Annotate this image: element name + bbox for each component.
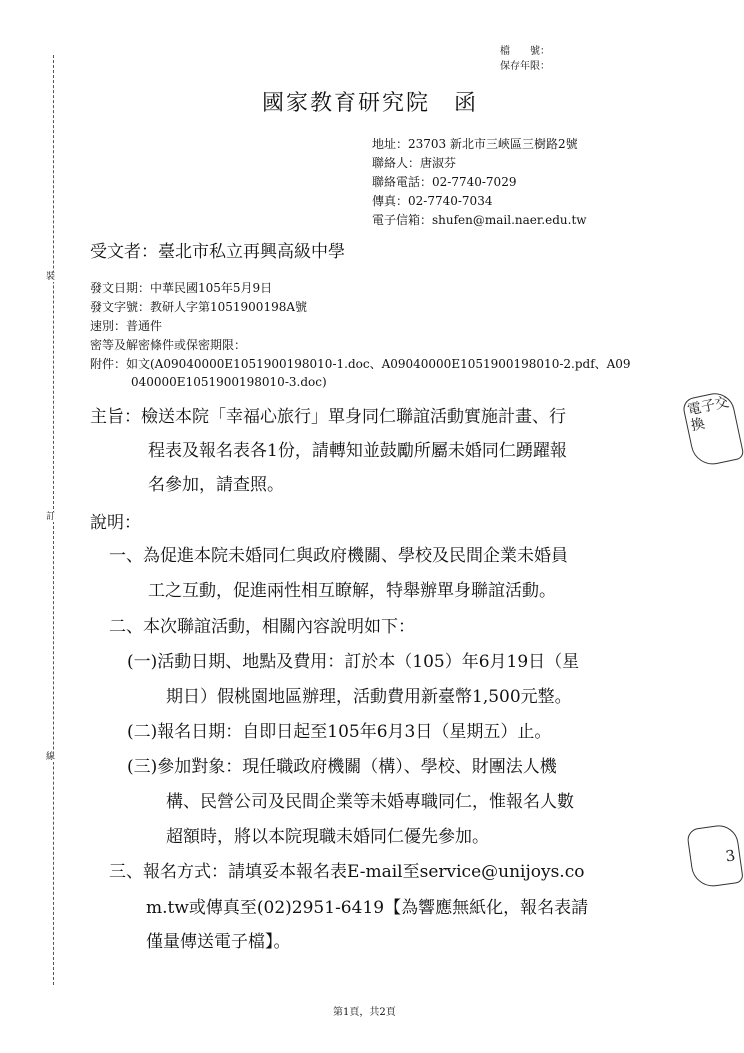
item-1-line-1: 一、為促進本院未婚同仁與政府機關、學校及民間企業未婚員 [109, 546, 568, 566]
binding-mark-zhuang: 裝 [46, 272, 56, 282]
file-number-label: 檔 號： [500, 46, 550, 57]
recipient: 受文者：臺北市私立再興高級中學 [90, 242, 345, 262]
page-count-stamp: 3 [686, 823, 744, 889]
item-3-line-3: 僅量傳送電子檔】。 [146, 932, 291, 952]
explanation-label: 說明： [90, 513, 141, 533]
sender-contact: 聯絡人：唐淑芬 [372, 156, 457, 170]
speed-class: 速別：普通件 [90, 319, 163, 333]
issue-date: 發文日期：中華民國105年5月9日 [90, 281, 273, 295]
subject-line-2: 程表及報名表各1份，請轉知並鼓勵所屬未婚同仁踴躍報 [148, 441, 567, 461]
page-footer: 第1頁，共2頁 [333, 1007, 396, 1018]
item-2-1-line-2: 期日）假桃園地區辦理，活動費用新臺幣1,500元整。 [166, 687, 572, 707]
item-2-3-line-1: (三)參加對象：現任職政府機關（構）、學校、財團法人機 [127, 757, 557, 777]
sender-address: 地址：23703 新北市三峽區三樹路2號 [372, 137, 578, 151]
attachments-line-1: 附件：如文(A09040000E1051900198010-1.doc、A09040000E1051900198010-2.pdf、A09 [90, 357, 631, 371]
retention-period-label: 保存年限： [500, 61, 550, 72]
subject-line-3: 名參加，請查照。 [148, 475, 284, 495]
item-3-line-1: 三、報名方式：請填妥本報名表E-mail至service@unijoys.co [109, 862, 585, 882]
item-2-1-line-1: (一)活動日期、地點及費用：訂於本（105）年6月19日（星 [127, 652, 580, 672]
item-2-3-line-2: 構、民營公司及民間企業等未婚專職同仁，惟報名人數 [166, 792, 574, 812]
electronic-exchange-stamp: 電子交換 [681, 390, 744, 469]
item-2-line-1: 二、本次聯誼活動，相關內容說明如下： [109, 617, 415, 637]
item-2-2-line-1: (二)報名日期：自即日起至105年6月3日（星期五）止。 [127, 722, 552, 742]
attachments-line-2: 040000E1051900198010-3.doc) [131, 375, 327, 389]
document-title: 國家教育研究院 函 [262, 91, 479, 116]
sender-fax: 傳真：02-7740-7034 [372, 194, 493, 208]
item-1-line-2: 工之互動，促進兩性相互瞭解，特舉辦單身聯誼活動。 [148, 581, 556, 601]
item-2-3-line-3: 超額時，將以本院現職未婚同仁優先參加。 [166, 827, 489, 847]
sender-phone: 聯絡電話：02-7740-7029 [372, 175, 517, 189]
sender-email: 電子信箱：shufen@mail.naer.edu.tw [372, 213, 587, 227]
binding-mark-xian: 線 [46, 752, 56, 762]
item-3-line-2: m.tw或傳真至(02)2951-6419【為響應無紙化，報名表請 [146, 898, 589, 918]
subject-line-1: 主旨：檢送本院「幸福心旅行」單身同仁聯誼活動實施計畫、行 [90, 407, 566, 427]
binding-mark-ding: 訂 [46, 512, 56, 522]
secrecy-level: 密等及解密條件或保密期限： [90, 338, 247, 352]
issue-number: 發文字號：教研人字第1051900198A號 [90, 300, 308, 314]
